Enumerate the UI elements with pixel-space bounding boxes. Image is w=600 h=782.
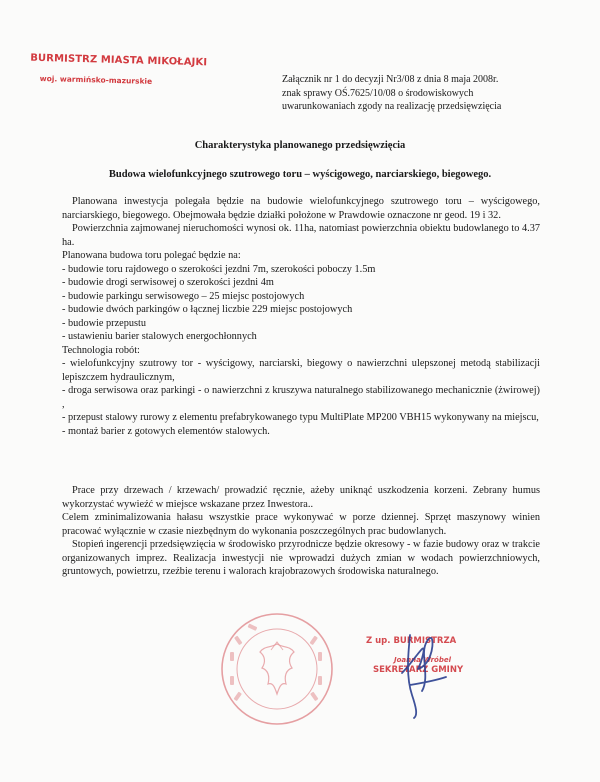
technology-title: Technologia robót:: [62, 344, 140, 356]
requirements-section: [62, 484, 540, 579]
scope-item: - budowie toru rajdowego o szerokości jezdni 7m, szerokości poboczy 1.5m: [62, 263, 376, 275]
handwritten-signature: [388, 625, 458, 720]
technology-item: - wielofunkcyjny szutrowy tor - wyścigowy, narciarski, biegowy o nawierzchni ulepszonej metodą stabilizacji lepiszczem hydraulicznym,: [62, 358, 540, 383]
scope-item: - budowie dwóch parkingów o łącznej liczbie 229 miejsc postojowych: [62, 304, 353, 315]
project-title: Budowa wielofunkcyjnego szutrowego toru – wyścigowego, narciarskiego, biegowego.: [108, 169, 492, 180]
signature-position: SEKRETARZ GMINY: [373, 665, 464, 675]
scope-title: Planowana budowa toru polegać będzie na:: [62, 250, 241, 261]
attachment-line-2: znak sprawy OŚ.7625/10/08 o środowiskowych: [282, 87, 474, 99]
document-body: [62, 195, 540, 438]
noise-paragraph: Celem zminimalizowania hałasu wszystkie prace wykonywać w porze dziennej. Sprzęt maszynowy winien pracować wyłącznie w czasie niezbędnym do wykonania poszczególnych prac budowlanych.: [62, 512, 540, 537]
impact-paragraph: Stopień ingerencji przedsięwzięcia w środowisko przyrodnicze będzie okresowy - w fazie budowy oraz w trakcie organizowanych imprez. Realizacja inwestycji nie wprowadzi dużych zmian w wodach powierzchniowych, gruntowych, powietrzu, rzeźbie terenu i walorach krajobrazowych środowiska naturalnego.: [62, 539, 540, 577]
scope-item: - budowie parkingu serwisowego – 25 miejsc postojowych: [62, 290, 305, 302]
technology-item: - przepust stalowy rurowy z elementu prefabrykowanego typu MultiPlate MP200 VBH15 wykonywany na miejscu,: [62, 412, 539, 423]
attachment-line-1: Załącznik nr 1 do decyzji Nr3/08 z dnia 8 maja 2008r.: [282, 74, 499, 85]
scope-item: - budowie drogi serwisowej o szerokości jezdni 4m: [62, 277, 274, 288]
attachment-line-3: uwarunkowaniach zgody na realizację przedsięwzięcia: [282, 101, 502, 112]
scope-item: - ustawieniu barier stalowych energochłonnych: [62, 331, 257, 342]
scope-item: - budowie przepustu: [62, 317, 147, 329]
attachment-note: [282, 73, 501, 114]
technology-item: - montaż barier z gotowych elementów stalowych.: [62, 425, 270, 437]
office-stamp-region: woj. warmińsko-mazurskie: [39, 73, 153, 86]
official-round-seal: [218, 610, 336, 728]
office-stamp: [30, 53, 208, 88]
intro-paragraph: Planowana inwestycja polegała będzie na budowie wielofunkcyjnego szutrowego toru – wyścigowego, narciarskiego, biegowego. Obejmowała będzie działki położone w Prawdowie oznaczone nr geod. 19 i 32.: [62, 196, 540, 221]
signature-name: Joanna Wróbel: [394, 656, 451, 664]
area-paragraph: Powierzchnia zajmowanej nieruchomości wynosi ok. 11ha, natomiast powierzchnia obiektu budowlanego to 4.37 ha.: [62, 223, 540, 248]
technology-item: - droga serwisowa oraz parkingi - o nawierzchni z kruszywa naturalnego stabilizowanego mechanicznie (żwirowej) ,: [62, 385, 540, 410]
office-stamp-title: BURMISTRZ MIASTA MIKOŁAJKI: [30, 52, 208, 69]
signature-authority: Z up. BURMISTRZA: [366, 636, 457, 646]
trees-paragraph: Prace przy drzewach / krzewach/ prowadzić ręcznie, ażeby uniknąć uszkodzenia korzeni. Zebrany humus wykorzystać wywieźć w miejsce wskazane przez Inwestora..: [62, 485, 540, 510]
document-title: Charakterystyka planowanego przedsięwzięcia: [194, 140, 406, 151]
